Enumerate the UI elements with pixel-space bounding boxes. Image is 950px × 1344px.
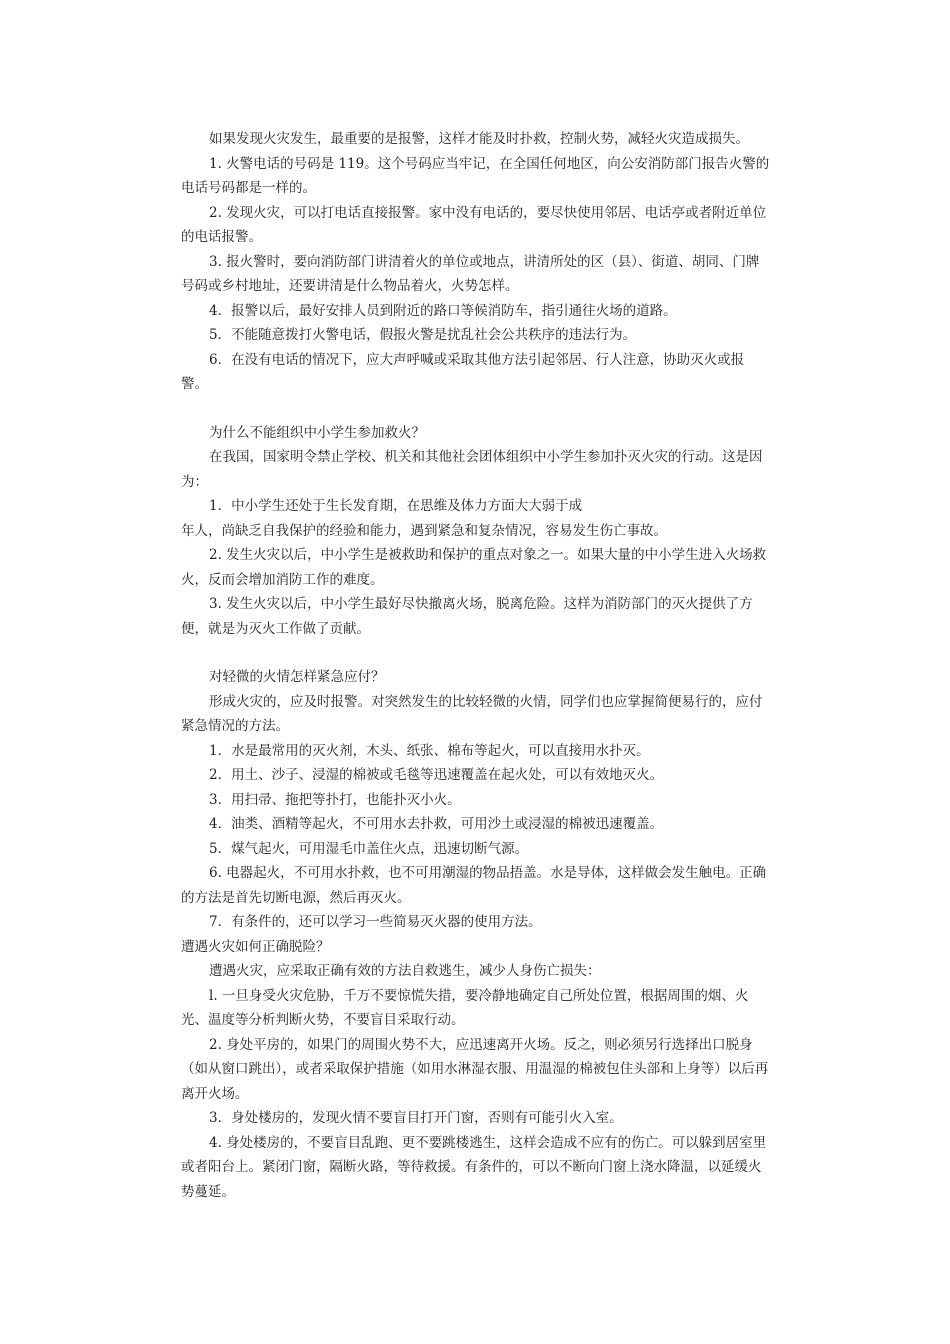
list-item: 4．油类、酒精等起火，不可用水去扑救，可用沙土或浸湿的棉被迅速覆盖。 — [209, 816, 664, 832]
list-item: l. 一旦身受火灾危胁，千万不要惊慌失措，要冷静地确定自己所处位置，根据周围的烟、火光、温度等分析判断火势，不要盲目采取行动。 — [181, 987, 749, 1028]
list-item: 5．煤气起火，可用湿毛巾盖住火点，迅速切断气源。 — [209, 840, 529, 857]
list-item: 1．中小学生还处于生长发育期，在思维及体力方面大大弱于成 — [209, 498, 583, 514]
section4-question: 遭遇火灾如何正确脱险？ — [181, 938, 330, 955]
list-item: 4．报警以后，最好安排人员到附近的路口等候消防车，指引通往火场的道路。 — [209, 302, 677, 319]
list-item: 3. 报火警时，要向消防部门讲清着火的单位或地点，讲清所处的区（县）、街道、胡同、门牌号码或乡村地址，还要讲清是什么物品着火，火势怎样。 — [181, 253, 760, 294]
list-item: 2．用土、沙子、浸湿的棉被或毛毯等迅速覆盖在起火处，可以有效地灭火。 — [209, 767, 664, 783]
document-body — [181, 127, 771, 1204]
list-item: 3. 发生火灾以后，中小学生最好尽快撤离火场，脱离危险。这样为消防部门的灭火提供了方便，就是为灭火工作做了贡献。 — [181, 596, 753, 637]
list-item: 3．用扫帚、拖把等扑打，也能扑灭小火。 — [209, 791, 461, 808]
list-item-continuation: 年人，尚缺乏自我保护的经验和能力，遇到紧急和复杂情况，容易发生伤亡事故。 — [181, 522, 667, 539]
paragraph-gap — [181, 641, 771, 665]
list-item: 6. 电器起火，不可用水扑救，也不可用潮湿的物品捂盖。水是导体，这样做会发生触电。正确的方法是首先切断电源，然后再灭火。 — [181, 865, 767, 906]
list-item: 5．不能随意拨打火警电话，假报火警是扰乱社会公共秩序的违法行为。 — [209, 327, 637, 343]
list-item: 6．在没有电话的情况下，应大声呼喊或采取其他方法引起邻居、行人注意，协助灭火或报警。 — [181, 351, 745, 392]
list-item: 1．水是最常用的灭火剂，木头、纸张、棉布等起火，可以直接用水扑灭。 — [209, 742, 650, 759]
section2-intro: 在我国，国家明令禁止学校、机关和其他社会团体组织中小学生参加扑灭火灾的行动。这是因为： — [181, 449, 763, 490]
list-item: 7．有条件的，还可以学习一些简易灭火器的使用方法。 — [209, 914, 542, 930]
list-item: 4. 身处楼房的，不要盲目乱跑、更不要跳楼逃生，这样会造成不应有的伤亡。可以躲到居室里或者阳台上。紧闭门窗，隔断火路，等待救援。有条件的，可以不断向门窗上浇水降温，以延缓火势蔓延。 — [181, 1134, 767, 1200]
list-item: 3．身处楼房的，发现火情不要盲目打开门窗，否则有可能引火入室。 — [209, 1110, 623, 1126]
section3-question: 对轻微的火情怎样紧急应付？ — [209, 669, 385, 685]
section3-intro: 形成火灾的，应及时报警。对突然发生的比较轻微的火情，同学们也应掌握简便易行的，应付紧急情况的方法。 — [181, 693, 763, 734]
list-item: 2. 发生火灾以后，中小学生是被救助和保护的重点对象之一。如果大量的中小学生进入火场救火，反而会增加消防工作的难度。 — [181, 547, 767, 588]
section1-intro: 如果发现火灾发生，最重要的是报警，这样才能及时扑救，控制火势，减轻火灾造成损失。 — [209, 131, 749, 147]
section4-intro: 遭遇火灾，应采取正确有效的方法自救逃生，减少人身伤亡损失： — [209, 963, 601, 979]
list-item: 2. 发现火灾，可以打电话直接报警。家中没有电话的，要尽快使用邻居、电话亭或者附近单位的电话报警。 — [181, 204, 767, 245]
section2-question: 为什么不能组织中小学生参加救火？ — [209, 424, 425, 441]
list-item: 2. 身处平房的，如果门的周围火势不大，应迅速离开火场。反之，则必须另行选择出口脱身（如从窗口跳出），或者采取保护措施（如用水淋湿衣服、用温湿的棉被包住头部和上身等）以后再离开火场。 — [181, 1036, 769, 1102]
list-item: 1. 火警电话的号码是 119。这个号码应当牢记，在全国任何地区，向公安消防部门报告火警的电话号码都是一样的。 — [181, 155, 770, 196]
paragraph-gap — [181, 397, 771, 421]
